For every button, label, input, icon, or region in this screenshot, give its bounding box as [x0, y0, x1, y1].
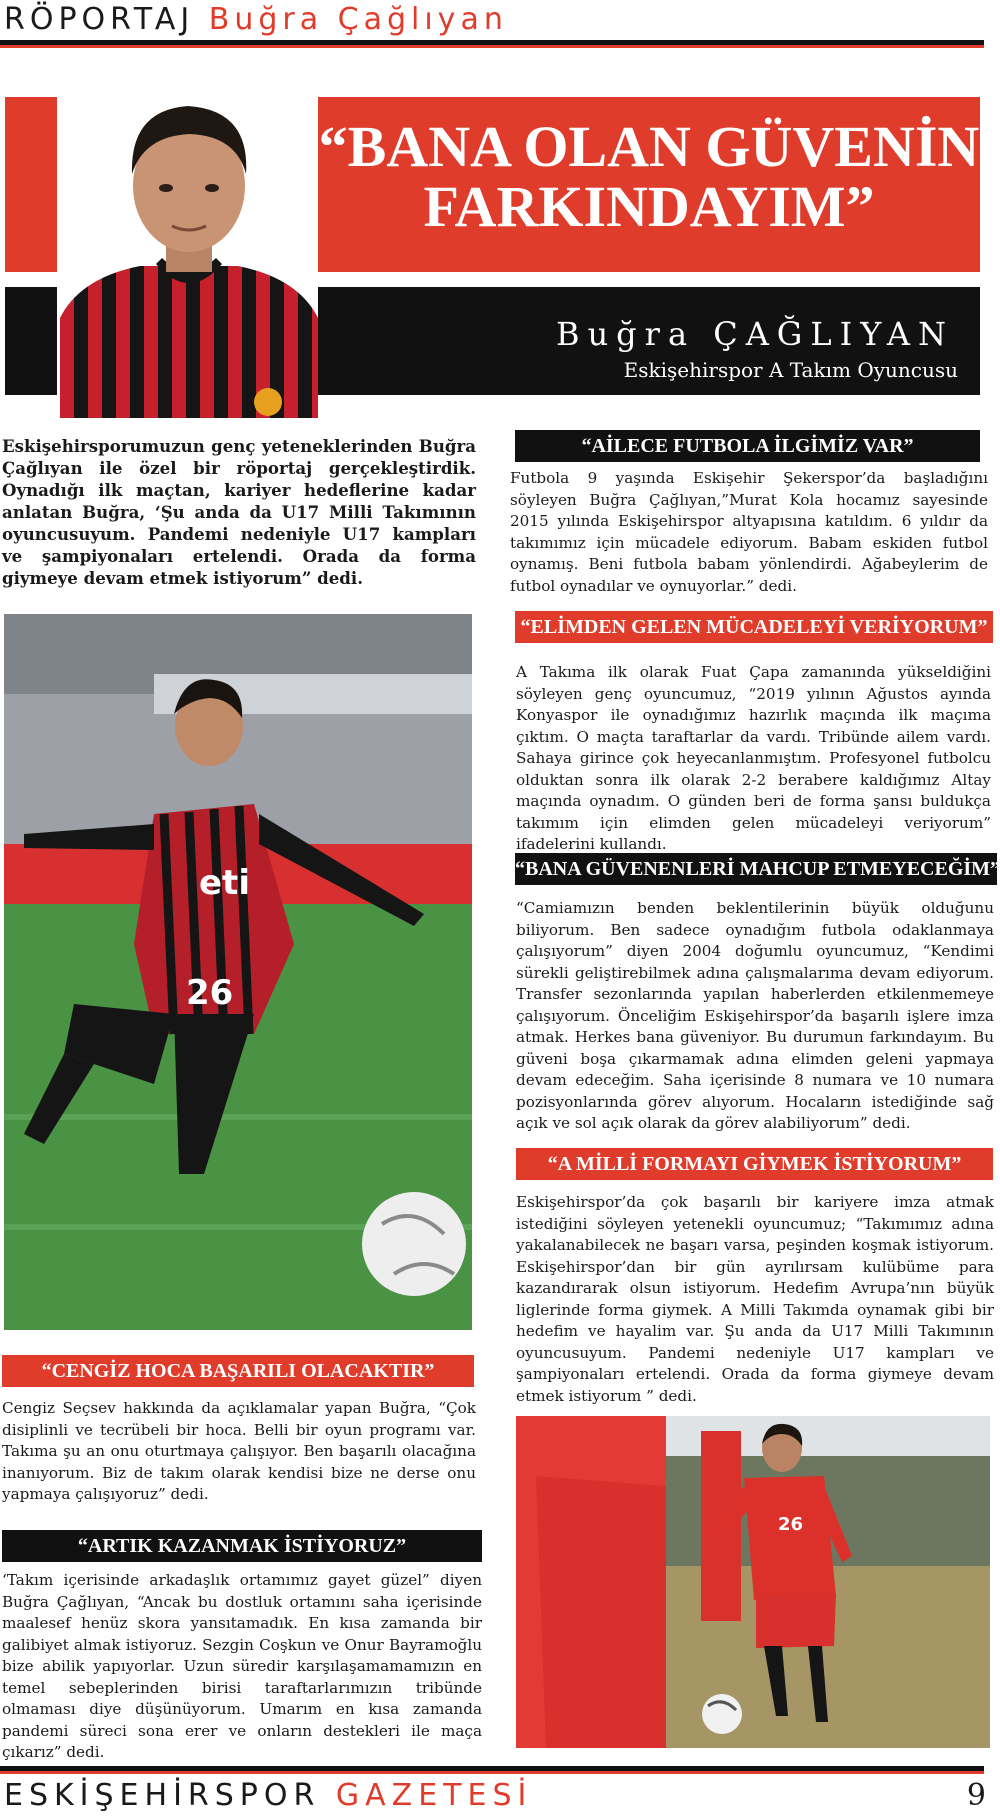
hero-headline-line1: “BANA OLAN GÜVENİN — [318, 114, 980, 179]
section-text-kazanmak: ‘Takım içerisinde arkadaşlık ortamımız gayet güzel” diyen Buğra Çağlıyan, “Ancak bu dostluk ortamını saha içerisinde maalesef henüz skora yansıtamadık. En kısa zamanda bir galibiyet almak istiyoruz. Sezgin Coşkun ve Onur Bayramoğlu bize abilik yapıyorlar. Uzun süredir karşılaşamamamızın en temel sebeplerinden birisi taraftarlarımızın tribünde olmaması diye düşünüyorum. Umarım en kısa zamanda pandemi süreci sona erer ve onların destekleri ile maça çıkarız” dedi. — [2, 1571, 482, 1761]
hero-player-role: Eskişehirspor A Takım Oyuncusu — [623, 358, 958, 382]
footer-rule-accent — [0, 1771, 984, 1774]
section-heading-mahcup: “BANA GÜVENENLERİ MAHCUP ETMEYECEĞİM” — [515, 853, 997, 885]
hero-player-name: Buğra ÇAĞLIYAN — [556, 315, 954, 353]
hero-bar-black-left — [5, 287, 57, 395]
intro-paragraph: Eskişehirsporumuzun genç yeteneklerinden Buğra Çağlıyan ile özel bir röportaj gerçekleştirdik. Oynadığı ilk maçtan, kariyer hedeflerine kadar anlatan Buğra, ‘Şu anda da U17 Milli Takımının oyuncusuyum. Pandemi nedeniyle U17 kampları ve şampiyonaları ertelendi. Orada da forma giymeye devam etmek istiyorum” dedi. — [2, 436, 476, 588]
hero-headline-line2: FARKINDAYIM” — [423, 174, 875, 239]
section-text-milli: Eskişehirspor’da çok başarılı bir kariyere imza atmak istediğini söyleyen yetenekli oyuncumuz; “Takımımız adına yakalanabilecek ne başarı varsa, peşinden koşmak istiyorum. Eskişehirspor’dan bir gün ayrılırsam kulübüme para kazandırarak olsun istiyorum. Hedefim Avrupa’nın büyük liglerinde forma giymek. A Milli Takımda oynamak gibi bir hedefim ve hayalim var. Şu anda da U17 Milli Takımının oyuncusuyum. Pandemi nedeniyle U17 kampları ve şampiyonaları ertelendi. Orada da forma giymeye devam etmek istiyorum ” dedi. — [516, 1193, 994, 1405]
page-number: 9 — [966, 1778, 986, 1813]
page-header — [4, 0, 994, 40]
player-portrait-image — [60, 88, 318, 418]
training-photo — [516, 1416, 990, 1748]
hero-bar-red-left — [5, 97, 57, 272]
section-heading-mucadele: “ELİMDEN GELEN MÜCADELEYİ VERİYORUM” — [515, 611, 993, 643]
header-rule-accent — [0, 45, 984, 48]
section-heading-kazanmak: “ARTIK KAZANMAK İSTİYORUZ” — [2, 1530, 482, 1562]
section-heading-milli: “A MİLLİ FORMAYI GİYMEK İSTİYORUM” — [516, 1148, 993, 1180]
section-heading-aile: “AİLECE FUTBOLA İLGİMİZ VAR” — [515, 430, 980, 462]
training-number-text: 26 — [778, 1514, 804, 1535]
section-text-aile: Futbola 9 yaşında Eskişehir Şekerspor’da başladığını söyleyen Buğra Çağlıyan,”Murat Kola hocamız sayesinde 2015 yılında Eskişehirspor altyapısına katıldım. 6 yıldır da takımımız için mücadele ediyorum. Babam eskiden futbol oynamış. Beni futbola babam yönlendirdi. Ağabeylerim de futbol oynadılar ve oynuyorlar.” dedi. — [510, 469, 988, 595]
jersey-number-text: 26 — [186, 973, 234, 1013]
section-text-cengiz: Cengiz Seçsev hakkında da açıklamalar yapan Buğra, “Çok disiplinli ve tecrübeli bir hoca. Belli bir oyun programı var. Takıma şu an onu oturtmaya çalışıyor. Ben başarılı olacağına inanıyorum. Biz de takım olarak kendisi bize ne derse onu yapmaya çalışıyoruz” dedi. — [2, 1399, 476, 1503]
hero-headline — [318, 114, 980, 239]
header-player-name: Buğra Çağlıyan — [208, 2, 508, 37]
section-text-mahcup: “Camiamızın benden beklentilerinin büyük olduğunu biliyorum. Ben sadece oynadığım futbola odaklanmaya çalışıyorum” diyen 2004 doğumlu oyuncumuz, “Kendimi sürekli geliştirebilmek adına çalışmalarıma devam ediyorum. Transfer sezonlarında yapılan haberlerden etkilenmemeye çalışıyorum. Önceliğim Eskişehirspor’da başarılı işlere imza atmak. Herkes bana güveniyor. Bu durumun farkındayım. Bu güveni boşa çıkarmamak adına elimden geleni yapmaya devam edeceğim. Saha içerisinde 8 numara ve 10 numara pozisyonlarında görev alıyorum. Hocaların istediğinde sağ açık ve sol açık olarak da görev alabiliyorum” dedi. — [516, 899, 994, 1132]
page-footer — [4, 1776, 994, 1816]
action-photo — [4, 614, 472, 1330]
section-text-mucadele: A Takıma ilk olarak Fuat Çapa zamanında yükseldiğini söyleyen genç oyuncumuz, “2019 yılının Ağustos ayında Konyaspor ile oynadığımız hazırlık maçında ilk maçıma çıktım. O maçta taraftarlar da vardı. Tribünde ailem vardı. Sahaya girince çok heyecanlanmıştım. Profesyonel futbolcu olduktan sonra ilk olarak 2-2 berabere kaldığımız Altay maçında oynadım. O günden beri de forma şansı buldukça takımım için elimden gelen mücadeleyi veriyorum” ifadelerini kullandı. — [516, 663, 991, 853]
section-heading-cengiz: “CENGİZ HOCA BAŞARILI OLACAKTIR” — [2, 1355, 474, 1387]
footer-club-name: ESKİŞEHİRSPOR — [4, 1778, 321, 1813]
header-section-label: RÖPORTAJ — [4, 2, 195, 37]
jersey-logo-text: eti — [199, 863, 250, 903]
footer-paper-name: GAZETESİ — [335, 1778, 533, 1813]
